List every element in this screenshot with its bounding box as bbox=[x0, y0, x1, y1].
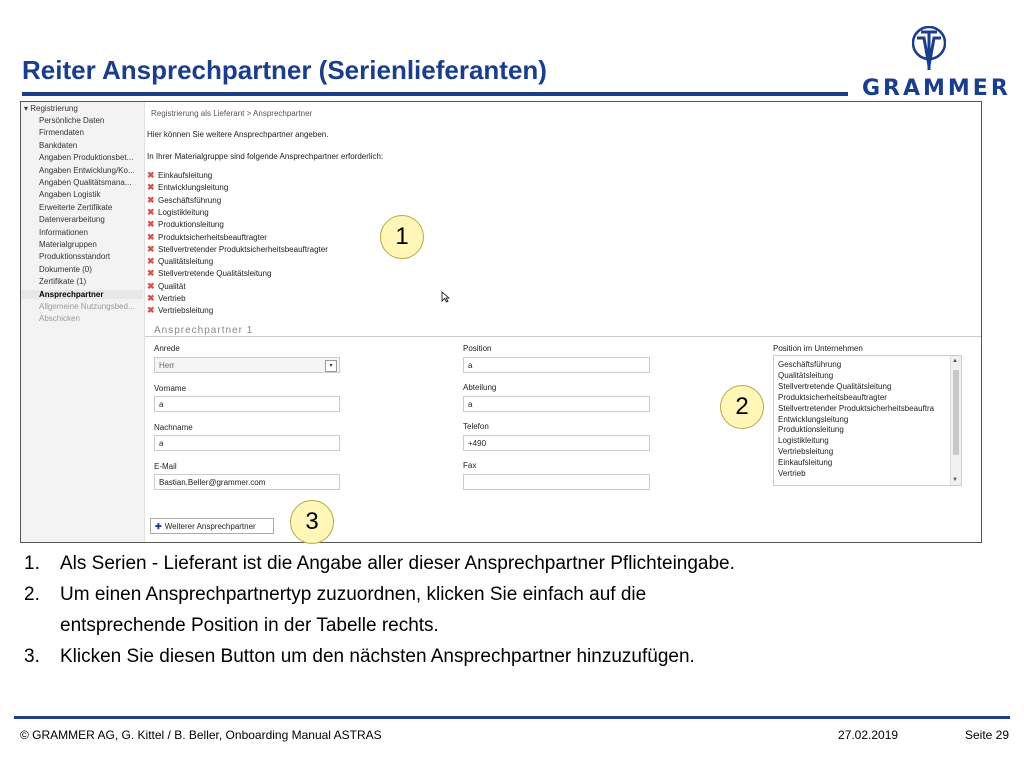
required-contact-item bbox=[147, 243, 328, 254]
footer-date: 27.02.2019 bbox=[838, 728, 899, 742]
sidebar-item[interactable]: Bankdaten bbox=[39, 140, 78, 150]
sidebar-item[interactable]: Dokumente (0) bbox=[39, 264, 92, 274]
required-contact-label: Geschäftsführung bbox=[158, 195, 222, 205]
sidebar-item[interactable]: Firmendaten bbox=[39, 128, 84, 138]
sidebar-item[interactable]: Allgemeine Nutzungsbed... bbox=[39, 302, 135, 311]
required-contact-label: Entwicklungsleitung bbox=[158, 183, 229, 193]
note-number: 3. bbox=[24, 646, 40, 667]
anrede-value: Herr bbox=[159, 361, 175, 370]
position-option[interactable]: Stellvertretende Qualitätsleitung bbox=[778, 381, 892, 391]
missing-x-icon: ✖ bbox=[147, 256, 155, 267]
required-contact-item bbox=[147, 305, 214, 316]
add-contact-button[interactable] bbox=[150, 518, 274, 534]
sidebar bbox=[21, 102, 145, 542]
position-option[interactable]: Logistikleitung bbox=[778, 436, 829, 446]
abteilung-label: Abteilung bbox=[463, 383, 497, 392]
missing-x-icon: ✖ bbox=[147, 231, 155, 242]
vorname-label: Vorname bbox=[154, 384, 187, 393]
vorname-input[interactable]: a bbox=[154, 396, 340, 412]
anrede-select[interactable] bbox=[154, 357, 340, 373]
sidebar-item[interactable]: Ansprechpartner bbox=[21, 290, 143, 299]
missing-x-icon: ✖ bbox=[147, 280, 155, 291]
required-contact-label: Vertriebsleitung bbox=[158, 306, 214, 316]
email-label: E-Mail bbox=[154, 462, 177, 471]
sidebar-item[interactable]: Angaben Logistik bbox=[39, 190, 101, 200]
required-contact-label: Einkaufsleitung bbox=[158, 171, 213, 180]
sidebar-item[interactable]: Produktionsstandort bbox=[39, 252, 111, 262]
telefon-input[interactable]: +490 bbox=[463, 435, 650, 451]
scroll-thumb[interactable] bbox=[953, 370, 959, 455]
anrede-label: Anrede bbox=[154, 344, 180, 353]
sidebar-root-label: Registrierung bbox=[30, 104, 78, 113]
breadcrumb: Registrierung als Lieferant > Ansprechpartner bbox=[151, 109, 313, 118]
listbox-scrollbar[interactable] bbox=[950, 356, 961, 485]
main-content bbox=[145, 102, 981, 542]
email-input[interactable]: Bastian.Beller@grammer.com bbox=[154, 474, 340, 490]
position-option[interactable]: Vertriebsleitung bbox=[778, 447, 834, 457]
missing-x-icon: ✖ bbox=[147, 170, 155, 180]
missing-x-icon: ✖ bbox=[147, 194, 155, 205]
note-text: entsprechende Position in der Tabelle rechts. bbox=[60, 615, 439, 636]
nachname-input[interactable]: a bbox=[154, 435, 340, 451]
callout-2: 2 bbox=[720, 385, 764, 429]
position-label: Position bbox=[463, 344, 492, 353]
sidebar-root[interactable]: ▾ Registrierung bbox=[24, 104, 78, 113]
position-option[interactable]: Geschäftsführung bbox=[778, 360, 842, 369]
position-input[interactable]: a bbox=[463, 357, 650, 373]
required-contact-item bbox=[147, 268, 272, 279]
required-contact-label: Logistikleitung bbox=[158, 207, 209, 217]
required-contact-label: Vertrieb bbox=[158, 294, 186, 303]
position-option[interactable]: Stellvertretender Produktsicherheitsbeauftra bbox=[778, 403, 935, 413]
plus-icon: ✚ bbox=[155, 522, 162, 531]
position-option[interactable]: Produktionsleitung bbox=[778, 425, 844, 435]
scroll-down-icon[interactable]: ▼ bbox=[952, 477, 958, 483]
telefon-label: Telefon bbox=[463, 422, 489, 431]
nachname-label: Nachname bbox=[154, 423, 193, 432]
note-text: Klicken Sie diesen Button um den nächsten Ansprechpartner hinzuzufügen. bbox=[60, 646, 695, 667]
position-option[interactable]: Einkaufsleitung bbox=[778, 458, 833, 468]
missing-x-icon: ✖ bbox=[147, 182, 155, 193]
section-title: Ansprechpartner 1 bbox=[154, 325, 254, 336]
sidebar-item[interactable]: Angaben Entwicklung/Ko... bbox=[39, 165, 135, 175]
missing-x-icon: ✖ bbox=[147, 293, 155, 303]
sidebar-item[interactable]: Datenverarbeitung bbox=[39, 215, 105, 225]
add-contact-label: Weiterer Ansprechpartner bbox=[164, 522, 256, 531]
grammer-logo bbox=[862, 26, 1011, 102]
missing-x-icon: ✖ bbox=[147, 305, 155, 316]
mouse-pointer-icon bbox=[441, 291, 450, 303]
position-option[interactable]: Entwicklungsleitung bbox=[778, 414, 849, 424]
missing-x-icon: ✖ bbox=[147, 268, 155, 279]
required-contact-item bbox=[147, 293, 186, 303]
section-divider bbox=[145, 336, 981, 337]
slide-title: Reiter Ansprechpartner (Serienlieferanten) bbox=[22, 55, 547, 85]
abteilung-input[interactable]: a bbox=[463, 396, 650, 412]
required-contact-item bbox=[147, 194, 222, 205]
missing-x-icon: ✖ bbox=[147, 243, 155, 254]
missing-x-icon: ✖ bbox=[147, 206, 155, 217]
sidebar-item[interactable]: Angaben Qualitätsmana... bbox=[39, 178, 132, 187]
required-contact-item bbox=[147, 182, 229, 193]
footer-rule bbox=[14, 716, 1010, 719]
app-screenshot bbox=[20, 101, 982, 543]
sidebar-item[interactable]: Informationen bbox=[39, 227, 88, 237]
required-contact-item bbox=[147, 170, 213, 180]
sidebar-item[interactable]: Zertifikate (1) bbox=[39, 277, 87, 287]
sidebar-item[interactable]: Abschicken bbox=[39, 314, 80, 324]
callout-3: 3 bbox=[290, 500, 334, 544]
required-contact-label: Produktionsleitung bbox=[158, 220, 224, 230]
position-listbox[interactable] bbox=[773, 355, 962, 486]
intro-text: Hier können Sie weitere Ansprechpartner angeben. bbox=[147, 130, 329, 139]
required-contact-label: Stellvertretende Qualitätsleitung bbox=[158, 269, 272, 279]
required-contact-label: Qualitätsleitung bbox=[158, 257, 214, 267]
logo-text: GRAMMER bbox=[862, 76, 1011, 101]
chevron-down-icon[interactable]: ▾ bbox=[325, 360, 337, 372]
required-contact-label: Stellvertretender Produktsicherheitsbeauftragter bbox=[158, 244, 328, 254]
fax-input[interactable] bbox=[463, 474, 650, 490]
required-intro: In Ihrer Materialgruppe sind folgende Ansprechpartner erforderlich: bbox=[147, 152, 384, 161]
required-contact-item bbox=[147, 219, 224, 230]
footer-page: Seite 29 bbox=[965, 728, 1010, 742]
callout-1: 1 bbox=[380, 215, 424, 259]
required-contact-label: Qualität bbox=[158, 281, 186, 291]
note-text: Um einen Ansprechpartnertyp zuzuordnen, klicken Sie einfach auf die bbox=[60, 584, 647, 605]
required-contact-item bbox=[147, 206, 209, 217]
scroll-up-icon[interactable]: ▲ bbox=[952, 358, 958, 364]
grammer-logo-mark-icon bbox=[912, 26, 946, 72]
position-option[interactable]: Produktsicherheitsbeauftragter bbox=[778, 392, 887, 402]
position-company-label: Position im Unternehmen bbox=[773, 344, 863, 353]
footer-copyright: © GRAMMER AG, G. Kittel / B. Beller, Onboarding Manual ASTRAS bbox=[20, 728, 382, 742]
fax-label: Fax bbox=[463, 461, 477, 470]
sidebar-item[interactable]: Persönliche Daten bbox=[39, 116, 105, 125]
sidebar-item[interactable]: Materialgruppen bbox=[39, 240, 97, 249]
required-contact-label: Produktsicherheitsbeauftragter bbox=[158, 232, 267, 242]
missing-x-icon: ✖ bbox=[147, 219, 155, 230]
position-option[interactable]: Vertrieb bbox=[778, 469, 806, 478]
position-option[interactable]: Qualitätsleitung bbox=[778, 370, 834, 380]
note-number: 2. bbox=[24, 584, 40, 605]
required-contact-item bbox=[147, 231, 267, 242]
note-number: 1. bbox=[24, 553, 40, 574]
title-rule bbox=[22, 92, 848, 96]
required-contact-item bbox=[147, 280, 186, 291]
sidebar-item[interactable]: Erweiterte Zertifikate bbox=[39, 202, 113, 212]
required-contact-item bbox=[147, 256, 214, 267]
note-text: Als Serien - Lieferant ist die Angabe aller dieser Ansprechpartner Pflichteingabe. bbox=[60, 553, 735, 574]
sidebar-item[interactable]: Angaben Produktionsbet... bbox=[39, 153, 134, 163]
